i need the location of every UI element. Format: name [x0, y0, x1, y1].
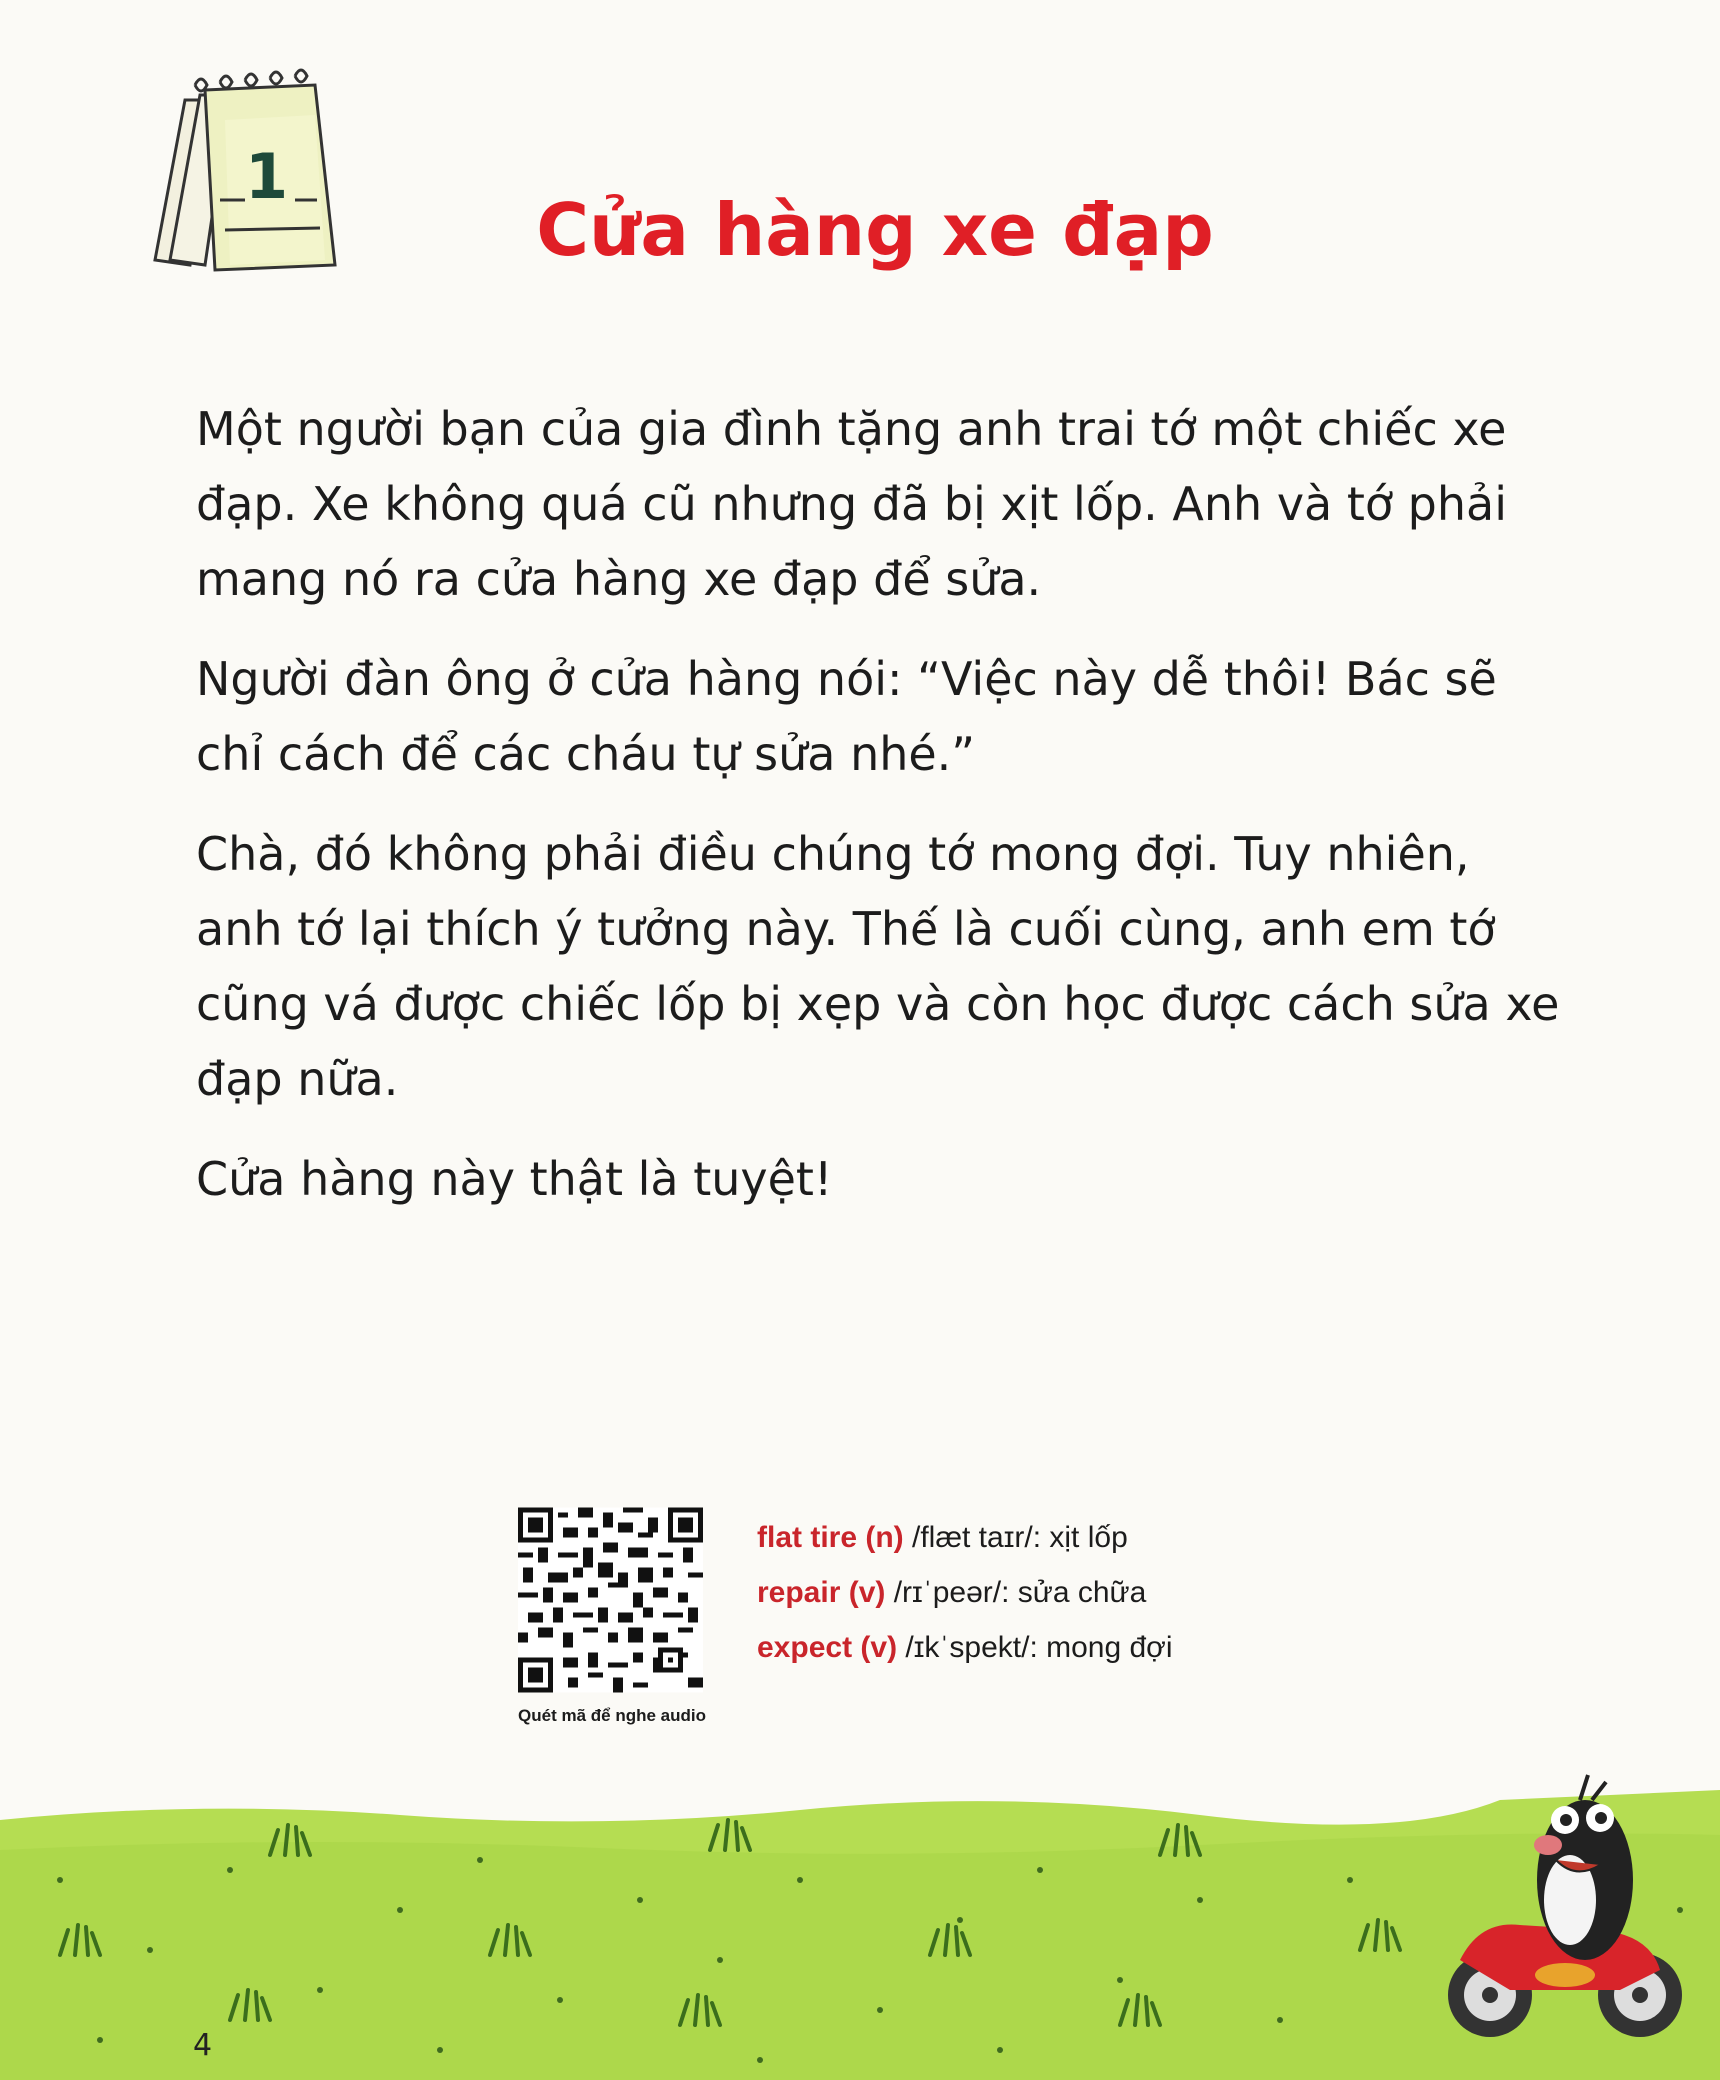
story-text	[196, 392, 1566, 1242]
grass-illustration	[0, 1760, 1720, 2080]
vocabulary-list	[757, 1510, 1173, 1675]
chapter-title: Cửa hàng xe đạp	[536, 188, 1214, 272]
vocab-definition: /flæt taɪr/: xịt lốp	[903, 1521, 1128, 1554]
vocab-definition: /rɪˈpeər/: sửa chữa	[885, 1576, 1147, 1609]
vocab-item	[757, 1620, 1173, 1675]
story-paragraph: Một người bạn của gia đình tặng anh trai tớ một chiếc xe đạp. Xe không quá cũ nhưng đã bị xịt lốp. Anh và tớ phải mang nó ra cửa hàng xe đạp để sửa.	[196, 402, 1507, 606]
page-number: 4	[193, 2028, 213, 2063]
qr-code[interactable]	[518, 1505, 703, 1695]
chapter-day-number: 1	[245, 140, 289, 213]
story-paragraph: Người đàn ông ở cửa hàng nói: “Việc này dễ thôi! Bác sẽ chỉ cách để các cháu tự sửa nhé.”	[196, 652, 1497, 781]
qr-caption: Quét mã để nghe audio	[518, 1706, 706, 1725]
story-paragraph: Cửa hàng này thật là tuyệt!	[196, 1152, 833, 1206]
vocab-item	[757, 1565, 1173, 1620]
vocab-definition: /ɪkˈspekt/: mong đợi	[897, 1631, 1173, 1664]
vocab-term: repair (v)	[757, 1576, 886, 1609]
story-paragraph: Chà, đó không phải điều chúng tớ mong đợi. Tuy nhiên, anh tớ lại thích ý tưởng này. Thế là cuối cùng, anh em tớ cũng vá được chiếc lốp bị xẹp và còn học được cách sửa xe đạp nữa.	[196, 827, 1560, 1106]
vocab-item	[757, 1510, 1173, 1565]
vocab-term: flat tire (n)	[757, 1521, 904, 1554]
vocab-term: expect (v)	[757, 1631, 898, 1664]
